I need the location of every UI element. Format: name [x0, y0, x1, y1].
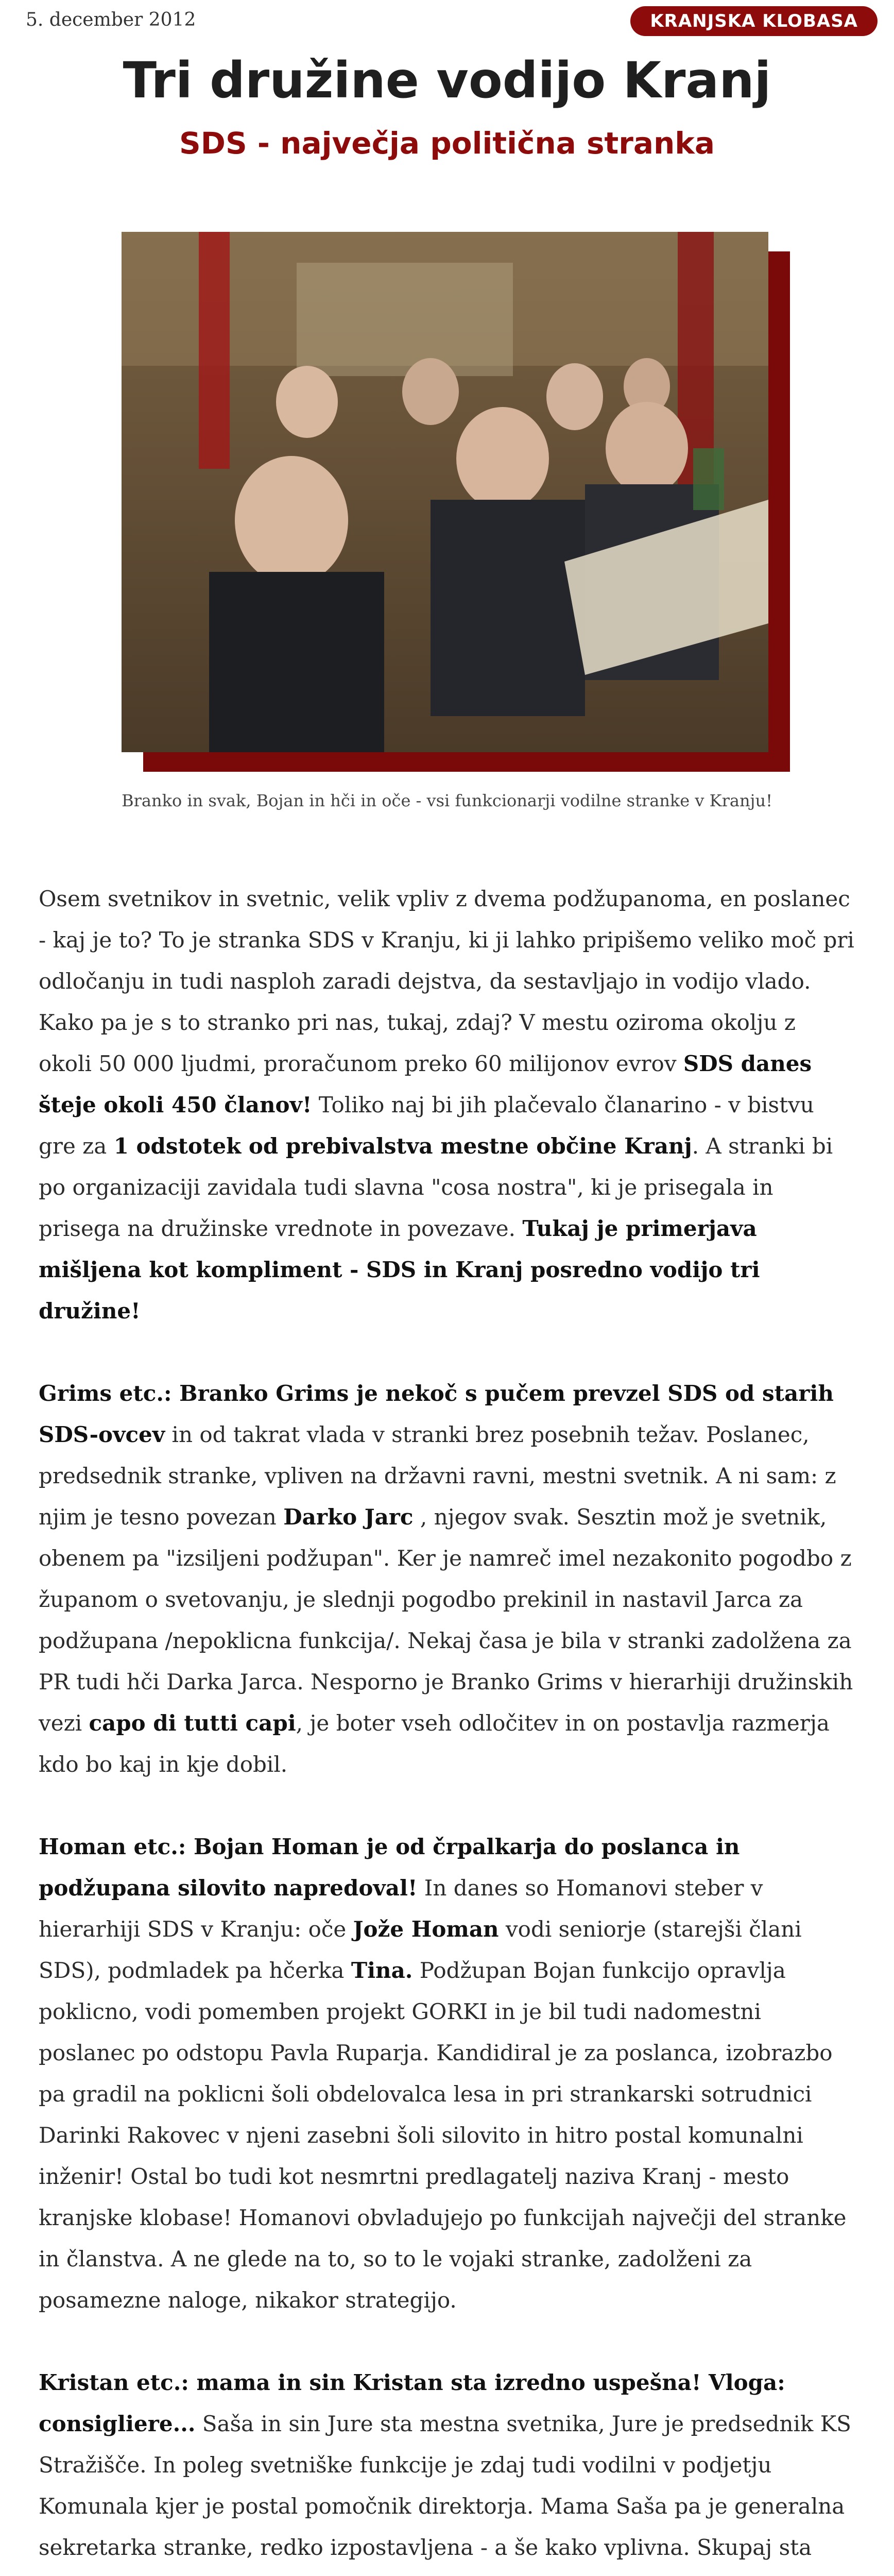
text-run: . A stranki bi po organizaciji zavidala tudi slavna "cosa nostra", ki je prisegala in prisega na družinske vrednote in povezave.	[39, 1133, 833, 1241]
publish-date: 5. december 2012	[26, 9, 196, 30]
page-title: Tri družine vodijo Kranj	[123, 52, 771, 109]
bold-text-run: 1 odstotek od prebivalstva mestne občine Kranj	[113, 1133, 692, 1159]
bold-text-run: Jože Homan	[353, 1917, 499, 1942]
text-run: , njegov svak. Sesztin mož je svetnik, obenem pa "izsiljeni podžupan". Ker je namreč imel nezakonito pogodbo z županom o svetovanju, je slednji pogodbo prekinil in nastavil Jarca za podžupana /nepoklicna funkcija/. Nekaj časa je bila v stranki zadolžena za PR tudi hči Darka Jarca. Nesporno je Branko Grims v hierarhiji družinskih vezi	[39, 1504, 853, 1736]
meeting-photo-1	[122, 232, 768, 752]
text-run: Saša in sin Jure sta mestna svetnika, Jure je predsednik KS Stražišče. In poleg svetniške funkcije je zdaj tudi vodilni v podjetju Komunala kjer je postal pomočnik direktorja. Mama Saša pa je generalna sekretarka stranke, redko izpostavljena - a še kako vplivna. Skupaj sta	[39, 2411, 851, 2560]
paragraph-homan	[39, 1826, 855, 2321]
bold-text-run: Darko Jarc	[283, 1504, 414, 1530]
text-run: , je boter vseh odločitev in on postavlja razmerja kdo bo kaj in kje dobil.	[39, 1710, 830, 1777]
bold-text-run: SDS danes šteje okoli 450 članov!	[39, 1051, 812, 1117]
top-bar	[0, 0, 894, 36]
paragraph-intro	[39, 878, 855, 1332]
category-badge[interactable]: KRANJSKA KLOBASA	[630, 6, 878, 36]
text-run: in od takrat vlada v stranki brez posebnih težav. Poslanec, predsednik stranke, vpliven na državni ravni, mestni svetnik. A ni sam: z njim je tesno povezan	[39, 1422, 836, 1530]
photo-1-illustration	[122, 232, 768, 752]
text-run: vodi seniorje (starejši člani SDS), podmladek pa hčerka	[39, 1917, 802, 1983]
text-run: Osem svetnikov in svetnic, velik vpliv z dvema podžupanoma, en poslanec - kaj je to? To je stranka SDS v Kranju, ki ji lahko pripišemo veliko moč pri odločanju in tudi nasploh zaradi dejstva, da sestavljajo in vodijo vlado. Kako pa je s to stranko pri nas, tukaj, zdaj? V mestu oziroma okolju z okoli 50 000 ljudmi, proračunom preko 60 milijonov evrov	[39, 886, 854, 1076]
text-run: Toliko naj bi jih plačevalo članarino - v bistvu gre za	[39, 1092, 814, 1159]
text-run: Podžupan Bojan funkcijo opravlja poklicno, vodi pomemben projekt GORKI in je bil tudi nadomestni poslanec po odstopu Pavla Ruparja. Kandidiral je za poslanca, izobrazbo pa gradil na poklicni šoli obdelovalca lesa in pri strankarski sotrudnici Darinki Rakovec v njeni zasebni šoli silovito in hitro postal komunalni inženir! Ostal bo tudi kot nesmrtni predlagatelj naziva Kranj - mesto kranjske klobase! Homanovi obvladujejo po funkcijah največji del stranke in članstva. A ne glede na to, so to le vojaki stranke, zadolženi za posamezne naloge, nikakor strategijo.	[39, 1958, 847, 2313]
paragraph-kristan	[39, 2362, 855, 2576]
bold-text-run: capo di tutti capi	[89, 1710, 296, 1736]
bold-text-run: Tukaj je primerjava mišljena kot kompliment - SDS in Kranj posredno vodijo tri družine!	[39, 1216, 760, 1324]
page-subtitle: SDS - največja politična stranka	[179, 126, 715, 161]
bold-text-run: Kristan etc.: mama in sin Kristan sta izredno uspešna! Vloga: consigliere...	[39, 2370, 785, 2436]
article-body	[39, 878, 855, 2576]
paragraph-grims	[39, 1373, 855, 1785]
bold-text-run: Homan etc.: Bojan Homan je od črpalkarja do poslanca in podžupana silovito napredoval!	[39, 1834, 740, 1901]
photo-caption-1: Branko in svak, Bojan in hči in oče - vsi funkcionarji vodilne stranke v Kranju!	[122, 791, 772, 810]
text-run: In danes so Homanovi steber v hierarhiji SDS v Kranju: oče	[39, 1875, 763, 1942]
bold-text-run: Grims etc.: Branko Grims je nekoč s pučem prevzel SDS od starih SDS-ovcev	[39, 1381, 834, 1447]
bold-text-run: Tina.	[351, 1958, 413, 1983]
